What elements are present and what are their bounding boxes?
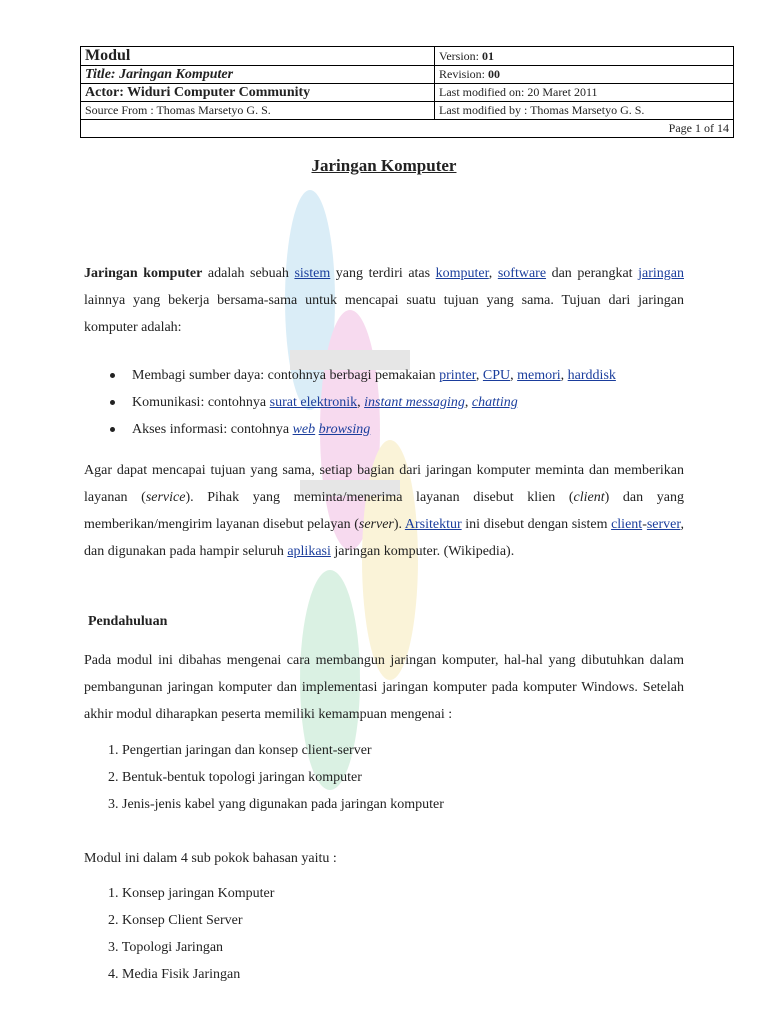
header-modul: Modul [85, 47, 131, 64]
intro-bold-term: Jaringan komputer [84, 266, 203, 281]
header-version-label: Version: [439, 48, 482, 63]
link-memori[interactable]: memori [517, 368, 561, 383]
list-item: 3. Topologi Jaringan [108, 940, 224, 955]
header-last-modified-by: Last modified by : Thomas Marsetyo G. S. [439, 103, 645, 117]
link-cpu[interactable]: CPU [482, 368, 511, 383]
section-heading-pendahuluan: Pendahuluan [88, 614, 168, 629]
header-revision-label: Revision: [439, 67, 489, 81]
subtopics-intro: Modul ini dalam 4 sub pokok bahasan yaitu : [84, 851, 337, 866]
header-version-value: 01 [482, 48, 494, 63]
list-item: 1. Pengertian jaringan dan konsep client-server [108, 743, 372, 758]
goals-bullet-list [110, 362, 616, 443]
subtopics-numbered-list [108, 880, 274, 988]
objectives-numbered-list [108, 737, 444, 818]
link-instant-messaging[interactable]: instant messaging [364, 395, 465, 410]
link-arsitektur[interactable]: Arsitektur [404, 517, 462, 532]
header-page-number: Page 1 of 14 [668, 121, 729, 135]
intro-paragraph: Jaringan komputer adalah sebuah sistem yang terdiri atas komputer, software dan perangkat jaringan lainnya yang bekerja bersama-sama untuk mencapai suatu tujuan yang sama. Tujuan dari jaringan komputer adalah: [84, 266, 684, 335]
list-item: 2. Konsep Client Server [108, 913, 243, 928]
link-sistem[interactable]: sistem [294, 266, 331, 281]
link-chatting[interactable]: chatting [471, 395, 518, 410]
header-source: Source From : Thomas Marsetyo G. S. [85, 103, 271, 117]
link-web[interactable]: web [292, 422, 316, 437]
bullet-item-sumber-daya: Membagi sumber daya: contohnya berbagi pemakaian printer, CPU, memori, harddisk [110, 362, 616, 389]
link-browsing[interactable]: browsing [318, 422, 371, 437]
client-server-paragraph: Agar dapat mencapai tujuan yang sama, setiap bagian dari jaringan komputer meminta dan memberikan layanan (service). Pihak yang meminta/menerima layanan disebut klien (client) dan yang memberikan/mengirim layanan disebut pelayan (server). Arsitektur ini disebut dengan sistem client-server, dan digunakan pada hampir seluruh aplikasi jaringan komputer. (Wikipedia). [84, 463, 684, 559]
document-title: Jaringan Komputer [311, 156, 457, 175]
link-server[interactable]: server [646, 517, 681, 532]
header-revision-value: 00 [488, 67, 501, 81]
list-item: 3. Jenis-jenis kabel yang digunakan pada jaringan komputer [108, 797, 444, 812]
bullet-item-komunikasi: Komunikasi: contohnya surat elektronik, instant messaging, chatting [110, 389, 616, 416]
header-title: Title: Jaringan Komputer [85, 67, 234, 82]
link-komputer[interactable]: komputer [435, 266, 489, 281]
link-client[interactable]: client [611, 517, 643, 532]
link-harddisk[interactable]: harddisk [567, 368, 616, 383]
link-jaringan[interactable]: jaringan [638, 266, 684, 281]
document-header-table [80, 46, 734, 138]
bullet-item-akses-informasi: Akses informasi: contohnya web browsing [110, 416, 616, 443]
header-last-modified-on: Last modified on: 20 Maret 2011 [439, 85, 598, 99]
header-actor: Actor: Widuri Computer Community [85, 85, 311, 100]
link-printer[interactable]: printer [439, 368, 476, 383]
link-software[interactable]: software [497, 266, 547, 281]
pendahuluan-paragraph: Pada modul ini dibahas mengenai cara membangun jaringan komputer, hal-hal yang dibutuhkan dalam pembangunan jaringan komputer dan implementasi jaringan komputer pada komputer Windows. Setelah akhir modul diharapkan peserta memiliki kemampuan mengenai : [84, 653, 684, 722]
list-item: 1. Konsep jaringan Komputer [108, 886, 275, 901]
list-item: 2. Bentuk-bentuk topologi jaringan komputer [108, 770, 362, 785]
link-aplikasi[interactable]: aplikasi [287, 544, 331, 559]
link-surat-elektronik[interactable]: surat elektronik [269, 395, 358, 410]
list-item: 4. Media Fisik Jaringan [108, 967, 241, 982]
